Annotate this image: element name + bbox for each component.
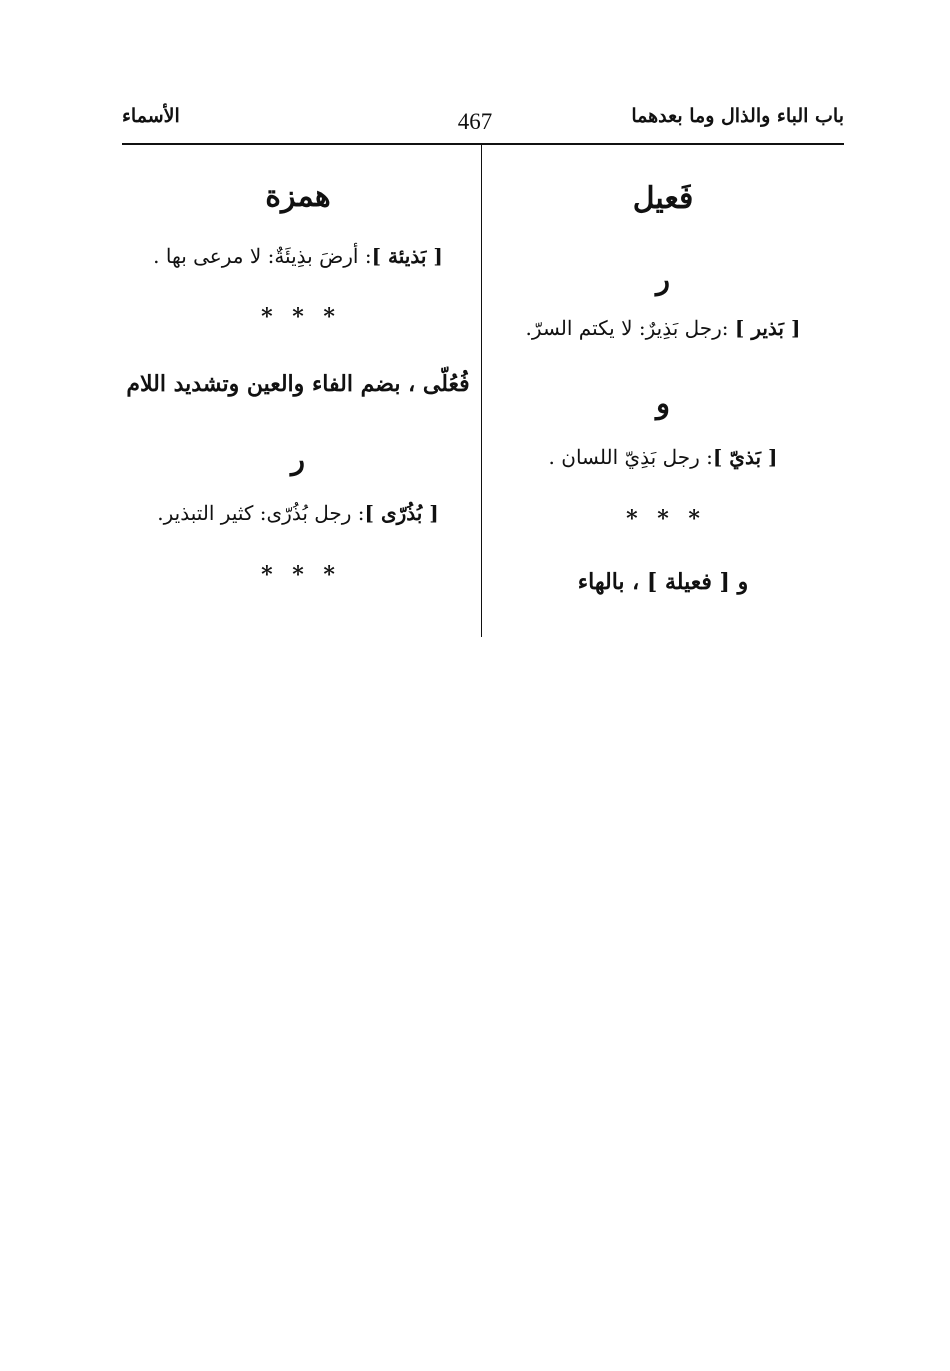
column-divider (481, 145, 482, 637)
entry-definition: : رجل بُذُرّى: كثير التبذير. (157, 501, 365, 525)
section-separator-stars: * * * (261, 304, 335, 330)
entry-headword: [ بَذيّ ] (712, 445, 778, 469)
section-heading: فَعيل (632, 181, 694, 216)
entry-definition: :رجل بَذِيرٌ: لا يكتم السرّ. (525, 316, 735, 340)
dictionary-entry (490, 441, 836, 473)
letter-heading-ra: ر (290, 442, 305, 476)
page-number: 467 (457, 109, 493, 134)
letter-heading-ra: ر (655, 262, 670, 296)
section-separator-stars: * * * (626, 506, 700, 532)
entry-headword: [ بُذُرّى ] (364, 501, 439, 525)
section-heading: همزة (265, 179, 331, 214)
dictionary-entry (122, 497, 474, 529)
entry-headword: [ بَذيئة ] (371, 244, 443, 268)
section-subheading: و [ فعيلة ] ، بالهاء (577, 569, 749, 595)
letter-heading-waw: و (655, 386, 670, 420)
dictionary-entry (490, 312, 836, 344)
section-separator-stars: * * * (261, 562, 335, 588)
running-header-left: الأسماء (122, 105, 180, 127)
running-header-right: باب الباء والذال وما بعدهما (631, 105, 844, 127)
entry-definition: : أرضَ بذِيئَةٌ: لا مرعى بها . (153, 244, 372, 268)
header-rule (122, 143, 844, 145)
entry-definition: : رجل بَذِيّ اللسان . (548, 445, 713, 469)
entry-headword: [ بَذير ] (734, 316, 801, 340)
dictionary-entry (122, 240, 474, 272)
section-subheading: فُعُلّى ، بضم الفاء والعين وتشديد اللام (126, 371, 470, 397)
